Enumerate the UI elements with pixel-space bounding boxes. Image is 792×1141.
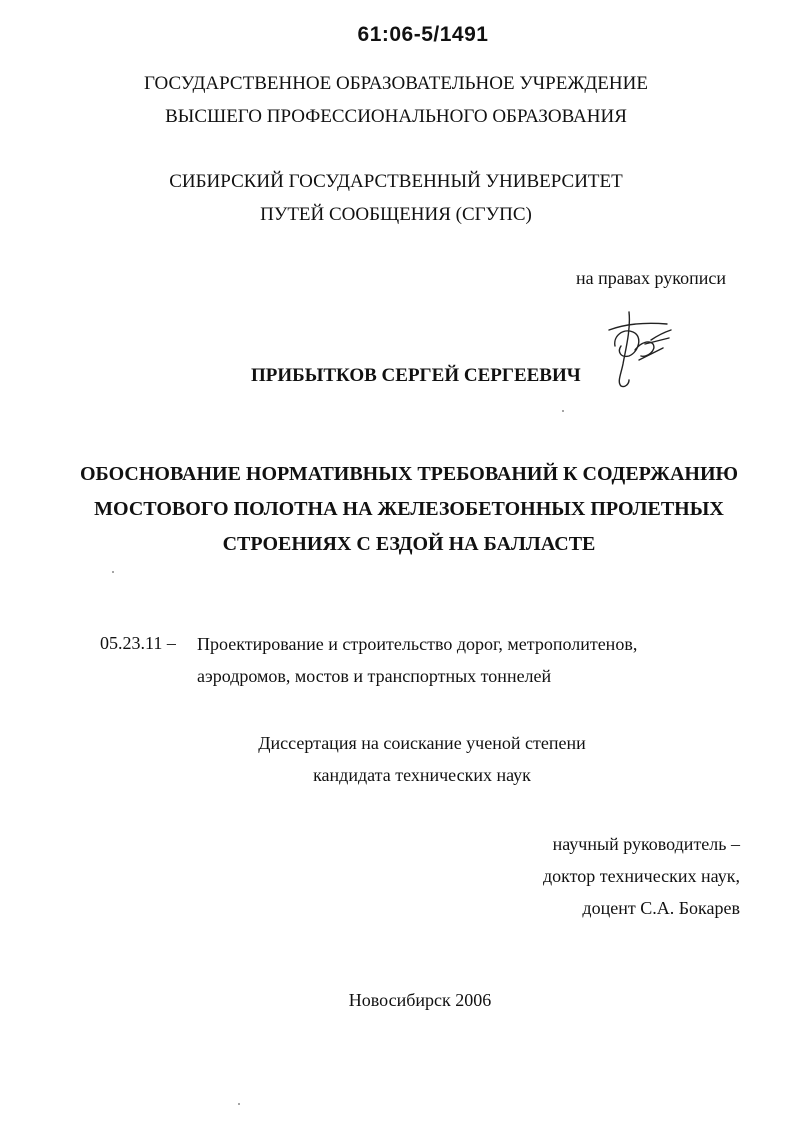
university-name (0, 165, 792, 231)
manuscript-rights: на правах рукописи (576, 268, 726, 288)
degree-line: Диссертация на соискание ученой степени (258, 733, 586, 753)
advisor-line: доцент С.А. Бокарев (582, 898, 740, 918)
university-name-line: ПУТЕЙ СООБЩЕНИЯ (СГУПС) (260, 204, 532, 225)
title-line: МОСТОВОГО ПОЛОТНА НА ЖЕЛЕЗОБЕТОННЫХ ПРОЛЕТНЫХ (94, 498, 724, 520)
dissertation-title (0, 457, 792, 562)
degree-line: кандидата технических наук (313, 765, 531, 785)
university-name-line: СИБИРСКИЙ ГОСУДАРСТВЕННЫЙ УНИВЕРСИТЕТ (169, 171, 623, 192)
handwritten-signature (595, 300, 685, 395)
scan-speck (238, 1103, 240, 1105)
institution-type-line: ГОСУДАРСТВЕННОЕ ОБРАЗОВАТЕЛЬНОЕ УЧРЕЖДЕНИЕ (144, 73, 648, 94)
archive-code: 61:06-5/1491 (357, 23, 489, 46)
author-name: ПРИБЫТКОВ СЕРГЕЙ СЕРГЕЕВИЧ (251, 365, 581, 386)
advisor-line: научный руководитель – (552, 834, 740, 854)
specialty-code: 05.23.11 – (100, 633, 176, 653)
scan-speck (562, 410, 564, 412)
title-line: СТРОЕНИЯХ С ЕЗДОЙ НА БАЛЛАСТЕ (222, 533, 596, 555)
advisor-line: доктор технических наук, (543, 866, 740, 886)
scan-speck (112, 571, 114, 573)
scientific-advisor (543, 828, 740, 924)
specialty-name-line: аэродромов, мостов и транспортных тоннелей (197, 666, 552, 686)
specialty-name-line: Проектирование и строительство дорог, метрополитенов, (197, 634, 638, 654)
title-line: ОБОСНОВАНИЕ НОРМАТИВНЫХ ТРЕБОВАНИЙ К СОДЕРЖАНИЮ (79, 463, 739, 485)
degree-statement (26, 727, 792, 791)
city-year: Новосибирск 2006 (348, 990, 492, 1010)
institution-type-line: ВЫСШЕГО ПРОФЕССИОНАЛЬНОГО ОБРАЗОВАНИЯ (165, 106, 627, 127)
institution-type (0, 67, 792, 133)
